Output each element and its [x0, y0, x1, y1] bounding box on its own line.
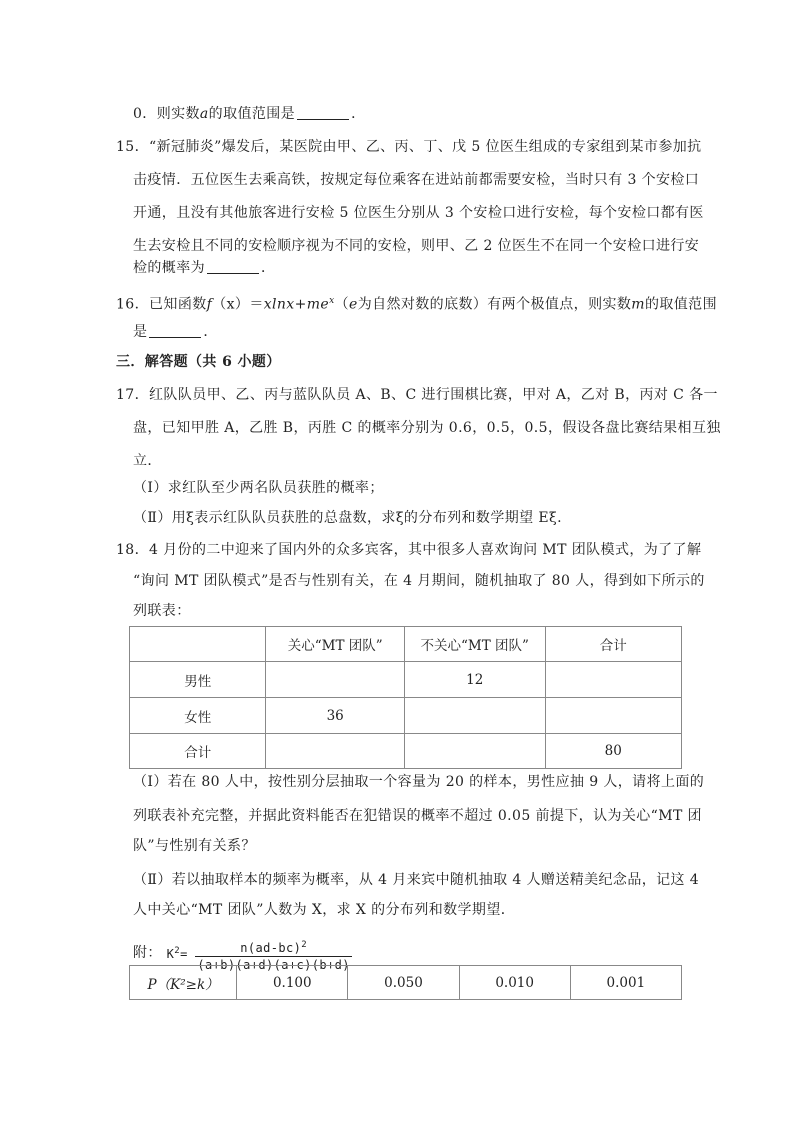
probability-table: [129, 965, 682, 1000]
q14-text: 0．则实数: [133, 106, 200, 122]
table-row: [130, 698, 682, 734]
table-row: [130, 966, 682, 1000]
table-header-row: [130, 627, 682, 662]
q17-line-1: 17．红队队员甲、乙、丙与蓝队队员 A、B、C 进行围棋比赛，甲对 A，乙对 B，丙对 C 各一: [116, 387, 718, 403]
q18-part2-line-1: （Ⅱ）若以抽取样本的频率为概率，从 4 月来宾中随机抽取 4 人赠送精美纪念品，记这 4: [133, 872, 700, 888]
q16-evar: e: [349, 296, 358, 313]
q15-last: 检的概率为: [133, 260, 205, 276]
table-cell: [404, 734, 545, 769]
q18-part2-line-2: 人中关心“MT 团队”人数为 X，求 X 的分布列和数学期望．: [133, 902, 516, 918]
q15-line-3: 开通，且没有其他旅客进行安检 5 位医生分别从 3 个安检口进行安检，每个安检口都有医: [133, 205, 704, 221]
table-header-cell: [130, 627, 266, 662]
table-cell: 12: [404, 662, 545, 698]
q16-line2: 是: [133, 324, 148, 340]
q16-tail: （: [334, 296, 349, 313]
table-header-cell: 不关心“MT 团队”: [404, 627, 545, 662]
formula-numerator: [195, 937, 352, 957]
q18-line-2: “询问 MT 团队模式”是否与性别有关，在 4 月期间，随机抽取了 80 人，得到如下所示的: [133, 573, 705, 589]
table-cell: 0.050: [348, 966, 459, 1000]
table-cell: [545, 662, 681, 698]
table-cell: 80: [545, 734, 681, 769]
q16-expr: xlnx+me: [263, 296, 330, 313]
table-cell: [266, 662, 405, 698]
q15-line-5: [133, 258, 275, 278]
q18-line-3: 列联表：: [133, 603, 191, 619]
table-row: [130, 662, 682, 698]
table-cell: 女性: [130, 698, 266, 734]
table-row: [130, 734, 682, 769]
q18-part1-line-1: （Ⅰ）若在 80 人中，按性别分层抽取一个容量为 20 的样本，男性应抽 9 人，请将上面的: [133, 774, 705, 790]
table-cell: P（K²≥k）: [130, 966, 237, 1000]
table-header-cell: 合计: [545, 627, 681, 662]
table-cell: [266, 734, 405, 769]
q18-part1-line-3: 队”与性别有关系？: [133, 838, 256, 854]
table-header-cell: 关心“MT 团队”: [266, 627, 405, 662]
table-cell: [545, 698, 681, 734]
table-cell: 0.010: [459, 966, 570, 1000]
q17-part1: （Ⅰ）求红队至少两名队员获胜的概率；: [133, 480, 384, 496]
q16-line-2: [133, 322, 218, 342]
q16-func: f: [206, 296, 213, 313]
section-heading: 三．解答题（共 6 小题）: [116, 354, 281, 370]
q15-line-1: 15．“新冠肺炎”爆发后，某医院由甲、乙、丙、丁、戊 5 位医生组成的专家组到某市参加抗: [116, 139, 702, 155]
q16-tail3: 的取值范围: [644, 296, 717, 313]
q17-line-3: 立．: [133, 453, 162, 469]
q15-line-4: 生去安检且不同的安检顺序视为不同的安检，则甲、乙 2 位医生不在同一个安检口进行安: [133, 238, 700, 254]
chi-square-formula: [166, 939, 352, 972]
q14-tail: [133, 104, 365, 124]
q18-line-1: 18．4 月份的二中迎来了国内外的众多宾客，其中很多人喜欢询问 MT 团队模式，为了了解: [116, 542, 702, 558]
answer-blank: [207, 259, 259, 274]
table-cell: 36: [266, 698, 405, 734]
q16-end: ．: [203, 324, 218, 340]
formula-denominator: (a+b)(a+d)(a+c)(b+d): [197, 957, 350, 972]
table-cell: [404, 698, 545, 734]
q16-tail2: 为自然对数的底数）有两个极值点，则实数: [357, 296, 632, 313]
formula-lhs-sup: 2: [174, 946, 181, 956]
appendix-label: 附：: [133, 944, 162, 961]
answer-blank: [149, 323, 201, 338]
q14-end: ．: [351, 106, 366, 122]
table-cell: 男性: [130, 662, 266, 698]
table-cell: 合计: [130, 734, 266, 769]
q16-sup: x: [329, 296, 335, 306]
table-cell: 0.001: [570, 966, 681, 1000]
answer-blank: [297, 105, 349, 120]
q16-prefix: 16．已知函数: [116, 296, 207, 313]
q16-line-1: [116, 291, 717, 315]
q14-var: a: [199, 106, 209, 122]
formula-eq: =: [180, 947, 188, 961]
formula-num-sup: 2: [301, 939, 308, 950]
q15-end: ．: [261, 260, 276, 276]
q16-mvar: m: [631, 296, 645, 313]
formula-num-text: n(ad-bc): [240, 940, 302, 955]
q17-part2: （Ⅱ）用ξ表示红队队员获胜的总盘数，求ξ的分布列和数学期望 Eξ.: [133, 510, 562, 526]
formula-lhs: K: [166, 947, 175, 961]
q15-line-2: 击疫情．五位医生去乘高铁，按规定每位乘客在进站前都需要安检，当时只有 3 个安检口: [133, 172, 700, 188]
q14-text2: 的取值范围是: [208, 106, 296, 122]
q18-part1-line-2: 列联表补充完整，并据此资料能否在犯错误的概率不超过 0.05 前提下，认为关心“MT 团: [133, 808, 702, 824]
table-cell: 0.100: [237, 966, 348, 1000]
q16-mid: （x）＝: [212, 296, 264, 313]
q17-line-2: 盘，已知甲胜 A，乙胜 B，丙胜 C 的概率分别为 0.6，0.5，0.5，假设各盘比赛结果相互独: [133, 420, 721, 436]
contingency-table: [129, 626, 682, 769]
